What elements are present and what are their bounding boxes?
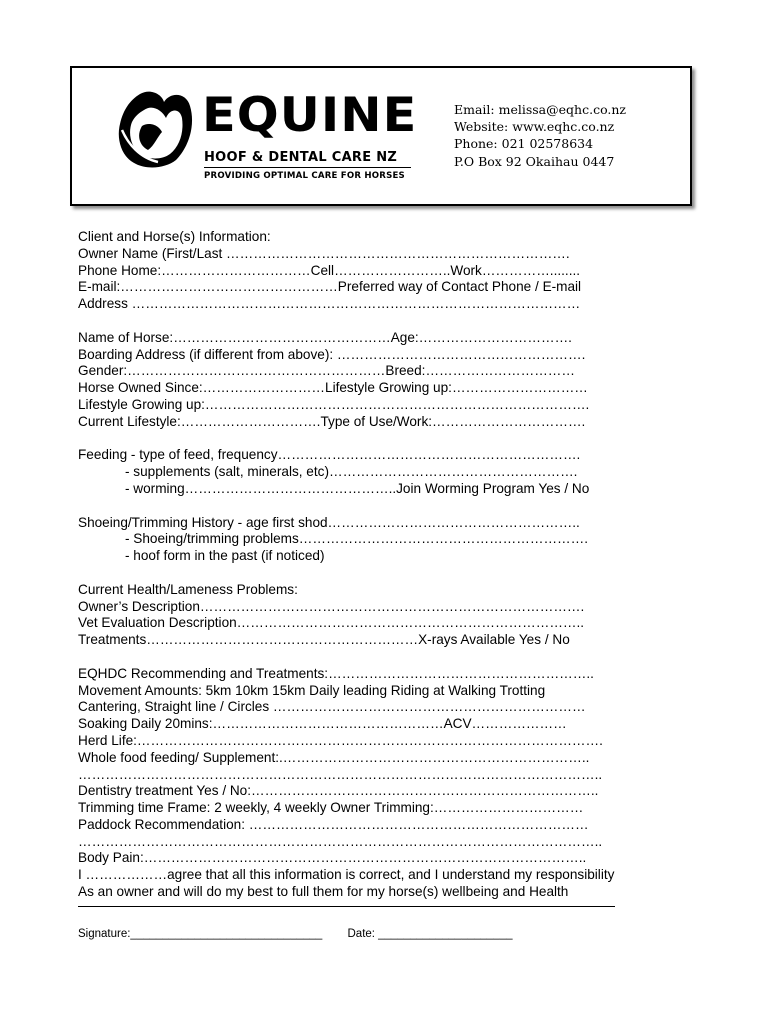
letterhead-box bbox=[70, 66, 692, 206]
form-line[interactable]: - worming………………………………………..Join Worming Program Yes / No bbox=[125, 480, 590, 496]
client-horse-form bbox=[78, 229, 698, 907]
form-line[interactable]: Boarding Address (if different from above): ………………………………………………. bbox=[78, 346, 586, 362]
contact-block bbox=[454, 101, 626, 170]
form-line[interactable]: Herd Life:…………………………………………………………………………………………. bbox=[78, 732, 603, 748]
spacer bbox=[78, 313, 698, 330]
contact-website: Website: www.eqhc.co.nz bbox=[454, 119, 615, 135]
form-line[interactable]: - hoof form in the past (if noticed) bbox=[125, 548, 325, 564]
spacer bbox=[78, 565, 698, 582]
form-line[interactable]: Horse Owned Since:………………………Lifestyle Growing up:………………………… bbox=[78, 380, 588, 396]
contact-email: Email: melissa@eqhc.co.nz bbox=[454, 102, 626, 117]
signature-underline bbox=[78, 906, 615, 907]
form-line[interactable]: Cantering, Straight line / Circles …………………………………………………………… bbox=[78, 699, 586, 715]
form-line[interactable]: Phone Home:……………………………Cell……………………..Work……………........ bbox=[78, 262, 581, 278]
form-line[interactable]: Name of Horse:…………………………………………Age:……………………………. bbox=[78, 329, 572, 345]
form-line[interactable]: Lifestyle Growing up:…………………………………………………………………………. bbox=[78, 396, 590, 412]
form-line[interactable]: - supplements (salt, minerals, etc)………………………………………………. bbox=[125, 464, 578, 480]
form-line[interactable]: Body Pain:…………………………………………………………………………………….. bbox=[78, 850, 587, 866]
form-line[interactable]: Gender:…………………………………………………Breed:…………………………… bbox=[78, 363, 575, 379]
form-line[interactable]: Client and Horse(s) Information: bbox=[78, 229, 271, 244]
horse-hoof-logo-icon bbox=[114, 86, 196, 170]
form-line[interactable]: I ………………agree that all this information is correct, and I understand my responsibility bbox=[78, 867, 615, 883]
logo-title: EQUINE bbox=[202, 88, 418, 143]
logo-tagline: PROVIDING OPTIMAL CARE FOR HORSES bbox=[204, 171, 405, 181]
form-line[interactable]: Feeding - type of feed, frequency…………………………………………………………. bbox=[78, 447, 581, 463]
form-line[interactable]: Current Health/Lameness Problems: bbox=[78, 581, 298, 597]
form-line[interactable]: Treatments……………………………………………………X-rays Available Yes / No bbox=[78, 632, 570, 648]
logo-divider bbox=[204, 167, 411, 168]
form-line[interactable]: Owner Name (First/Last …………………………………………………………………. bbox=[78, 245, 570, 261]
form-line[interactable]: - Shoeing/trimming problems………………………………………………………. bbox=[125, 531, 589, 547]
form-line[interactable]: Vet Evaluation Description………………………………………………………………….. bbox=[78, 615, 585, 631]
contact-address: P.O Box 92 Okaihau 0447 bbox=[454, 153, 615, 169]
form-line[interactable]: …………………………………………………………………………………………………….. bbox=[78, 833, 603, 849]
spacer bbox=[78, 431, 698, 448]
contact-phone: Phone: 021 02578634 bbox=[454, 136, 594, 152]
form-line[interactable]: …………………………………………………………………………………………………….. bbox=[78, 766, 603, 782]
form-line[interactable]: E-mail:…………………………………………Preferred way of Contact Phone / E-mail bbox=[78, 279, 582, 295]
logo-subtitle: HOOF & DENTAL CARE NZ bbox=[204, 150, 398, 165]
form-line[interactable]: As an owner and will do my best to full them for my horse(s) wellbeing and Health bbox=[78, 884, 569, 900]
form-line[interactable]: Soaking Daily 20mins:……………………………………………ACV………………… bbox=[78, 716, 567, 732]
signature-field[interactable]: Signature:______________________________ bbox=[78, 928, 323, 940]
form-line[interactable]: Shoeing/Trimming History - age first shod……………………………………………….. bbox=[78, 514, 580, 530]
spacer bbox=[78, 498, 698, 515]
spacer bbox=[78, 649, 698, 666]
form-line[interactable]: Paddock Recommendation: ………………………………………………………………… bbox=[78, 816, 589, 832]
form-line[interactable]: Trimming time Frame: 2 weekly, 4 weekly Owner Trimming:…………………………… bbox=[78, 800, 584, 816]
form-line[interactable]: Current Lifestyle:………………………….Type of Use/Work:……………………………. bbox=[78, 413, 586, 429]
signature-row bbox=[78, 928, 513, 940]
form-line[interactable]: EQHDC Recommending and Treatments:………………………………………………….. bbox=[78, 665, 594, 681]
form-line[interactable]: Address ……………………………………………………………………………………… bbox=[78, 296, 581, 312]
form-line[interactable]: Whole food feeding/ Supplement:.………………………………………………………….. bbox=[78, 749, 590, 765]
form-line[interactable]: Movement Amounts: 5km 10km 15km Daily leading Riding at Walking Trotting bbox=[78, 682, 546, 698]
date-field[interactable]: Date: _____________________ bbox=[347, 928, 513, 940]
form-line[interactable]: Owner’s Description…………………………………………………………………………. bbox=[78, 598, 585, 614]
form-line[interactable]: Dentistry treatment Yes / No:………………………………………………………………….. bbox=[78, 783, 599, 799]
